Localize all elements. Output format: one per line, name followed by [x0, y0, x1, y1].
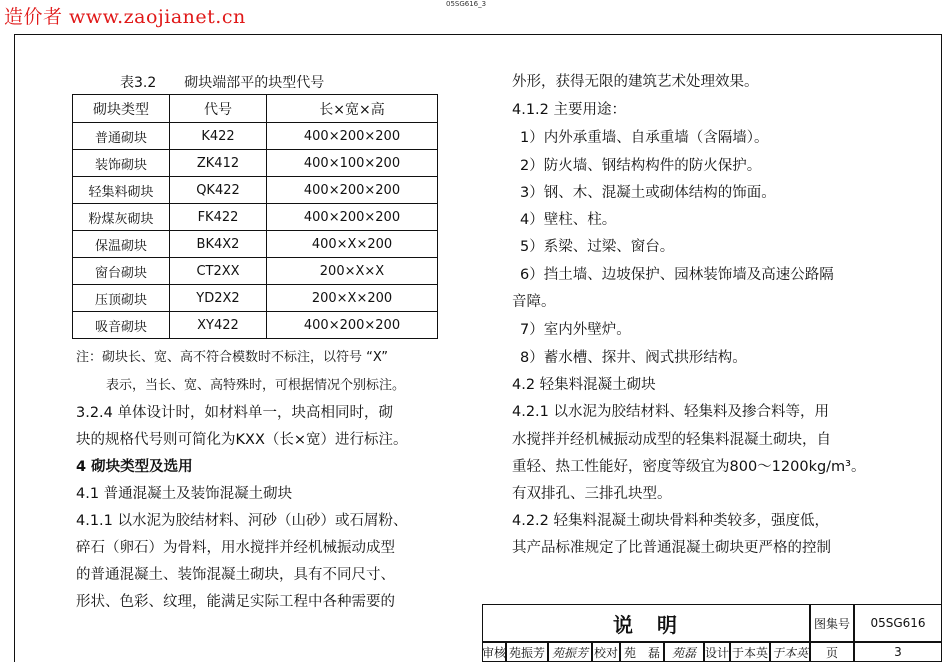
- checker-name: 苑 磊: [620, 642, 664, 662]
- block-code-cell: ZK412: [170, 150, 267, 177]
- block-size-cell: 200×X×200: [267, 285, 438, 312]
- block-code-cell: CT2XX: [170, 258, 267, 285]
- design-label: 设计: [704, 642, 730, 662]
- table-row: [73, 285, 438, 312]
- right-text-line: 外形，获得无限的建筑艺术处理效果。: [512, 74, 759, 90]
- block-code-table: [72, 94, 438, 339]
- block-type-cell: 吸音砌块: [73, 312, 170, 339]
- right-text-line: 2）防火墙、钢结构构件的防火保护。: [520, 158, 762, 174]
- block-size-cell: 400×X×200: [267, 231, 438, 258]
- block-size-cell: 400×200×200: [267, 204, 438, 231]
- header-code: 05SG616_3: [446, 0, 487, 8]
- table-row: [73, 177, 438, 204]
- block-code-cell: FK422: [170, 204, 267, 231]
- block-code-cell: BK4X2: [170, 231, 267, 258]
- table-caption: 表3.2 砌块端部平的块型代号: [120, 75, 325, 91]
- right-text-line: 3）钢、木、混凝土或砌体结构的饰面。: [520, 185, 776, 201]
- page-number: 3: [854, 642, 942, 662]
- block-type-cell: 轻集料砌块: [73, 177, 170, 204]
- reviewer-signature: 苑振芳: [548, 642, 592, 662]
- right-text-line: 4.2.2 轻集料混凝土砌块骨料种类较多，强度低，: [512, 513, 830, 529]
- title-cell: 说 明: [482, 604, 810, 642]
- page-label: 页: [810, 642, 854, 662]
- left-text-line: 的普通混凝土、装饰混凝土砌块，具有不同尺寸、: [76, 567, 395, 583]
- left-text-line: 4.1.1 以水泥为胶结材料、河砂（山砂）或石屑粉、: [76, 513, 408, 529]
- atlas-number: 05SG616: [854, 604, 942, 642]
- right-text-line: 重轻、热工性能好，密度等级宜为800～1200kg/m³。: [512, 459, 866, 475]
- left-text-line: 块的规格代号则可简化为KXX（长×宽）进行标注。: [76, 432, 408, 448]
- right-text-line: 4.2 轻集料混凝土砌块: [512, 377, 656, 393]
- table-note-line-1: 注：砌块长、宽、高不符合模数时不标注，以符号 “X”: [76, 350, 388, 365]
- atlas-label: 图集号: [810, 604, 854, 642]
- block-code-cell: XY422: [170, 312, 267, 339]
- table-header-cell: 代号: [170, 95, 267, 123]
- block-size-cell: 400×200×200: [267, 123, 438, 150]
- table-row: [73, 312, 438, 339]
- review-label: 审核: [482, 642, 506, 662]
- block-size-cell: 400×200×200: [267, 177, 438, 204]
- designer-name: 于本英: [730, 642, 770, 662]
- block-type-cell: 保温砌块: [73, 231, 170, 258]
- table-row: [73, 150, 438, 177]
- block-type-cell: 普通砌块: [73, 123, 170, 150]
- right-text-line: 8）蓄水槽、探井、阀式拱形结构。: [520, 350, 747, 366]
- right-text-line: 水搅拌并经机械振动成型的轻集料混凝土砌块，自: [512, 432, 831, 448]
- right-text-line: 4）壁柱、柱。: [520, 212, 617, 228]
- right-text-line: 其产品标准规定了比普通混凝土砌块更严格的控制: [512, 540, 831, 556]
- block-code-cell: QK422: [170, 177, 267, 204]
- table-header-cell: 长×宽×高: [267, 95, 438, 123]
- block-code-cell: K422: [170, 123, 267, 150]
- table-row: [73, 258, 438, 285]
- table-row: [73, 231, 438, 258]
- right-text-line: 6）挡土墙、边坡保护、园林装饰墙及高速公路隔: [520, 267, 834, 283]
- designer-signature: 于本英: [770, 642, 810, 662]
- block-size-cell: 400×100×200: [267, 150, 438, 177]
- left-text-line: 碎石（卵石）为骨料，用水搅拌并经机械振动成型: [76, 540, 395, 556]
- left-text-line: 4.1 普通混凝土及装饰混凝土砌块: [76, 486, 293, 502]
- left-text-line: 形状、色彩、纹理，能满足实际工程中各种需要的: [76, 594, 395, 610]
- block-size-cell: 400×200×200: [267, 312, 438, 339]
- table-header-row: [73, 95, 438, 123]
- right-text-line: 音障。: [512, 294, 556, 310]
- check-label: 校对: [592, 642, 620, 662]
- right-text-line: 5）系梁、过梁、窗台。: [520, 239, 675, 255]
- left-text-line: 3.2.4 单体设计时，如材料单一，块高相同时，砌: [76, 405, 394, 421]
- table-row: [73, 123, 438, 150]
- right-text-line: 有双排孔、三排孔块型。: [512, 486, 672, 502]
- section-heading: 4 砌块类型及选用: [76, 459, 193, 475]
- block-type-cell: 窗台砌块: [73, 258, 170, 285]
- block-type-cell: 装饰砌块: [73, 150, 170, 177]
- right-text-line: 7）室内外壁炉。: [520, 322, 631, 338]
- block-type-cell: 粉煤灰砌块: [73, 204, 170, 231]
- right-text-line: 1）内外承重墙、自承重墙（含隔墙）。: [520, 130, 769, 146]
- table-row: [73, 204, 438, 231]
- block-code-cell: YD2X2: [170, 285, 267, 312]
- title-block: [482, 604, 942, 662]
- block-type-cell: 压顶砌块: [73, 285, 170, 312]
- reviewer-name: 苑振芳: [506, 642, 548, 662]
- watermark: 造价者 www.zaojianet.cn: [4, 6, 246, 28]
- table-header-cell: 砌块类型: [73, 95, 170, 123]
- right-text-line: 4.2.1 以水泥为胶结材料、轻集料及掺合料等，用: [512, 404, 830, 420]
- right-text-line: 4.1.2 主要用途：: [512, 102, 627, 118]
- table-note-line-2: 表示，当长、宽、高特殊时，可根据情况个别标注。: [106, 378, 406, 393]
- checker-signature: 苑磊: [664, 642, 704, 662]
- block-size-cell: 200×X×X: [267, 258, 438, 285]
